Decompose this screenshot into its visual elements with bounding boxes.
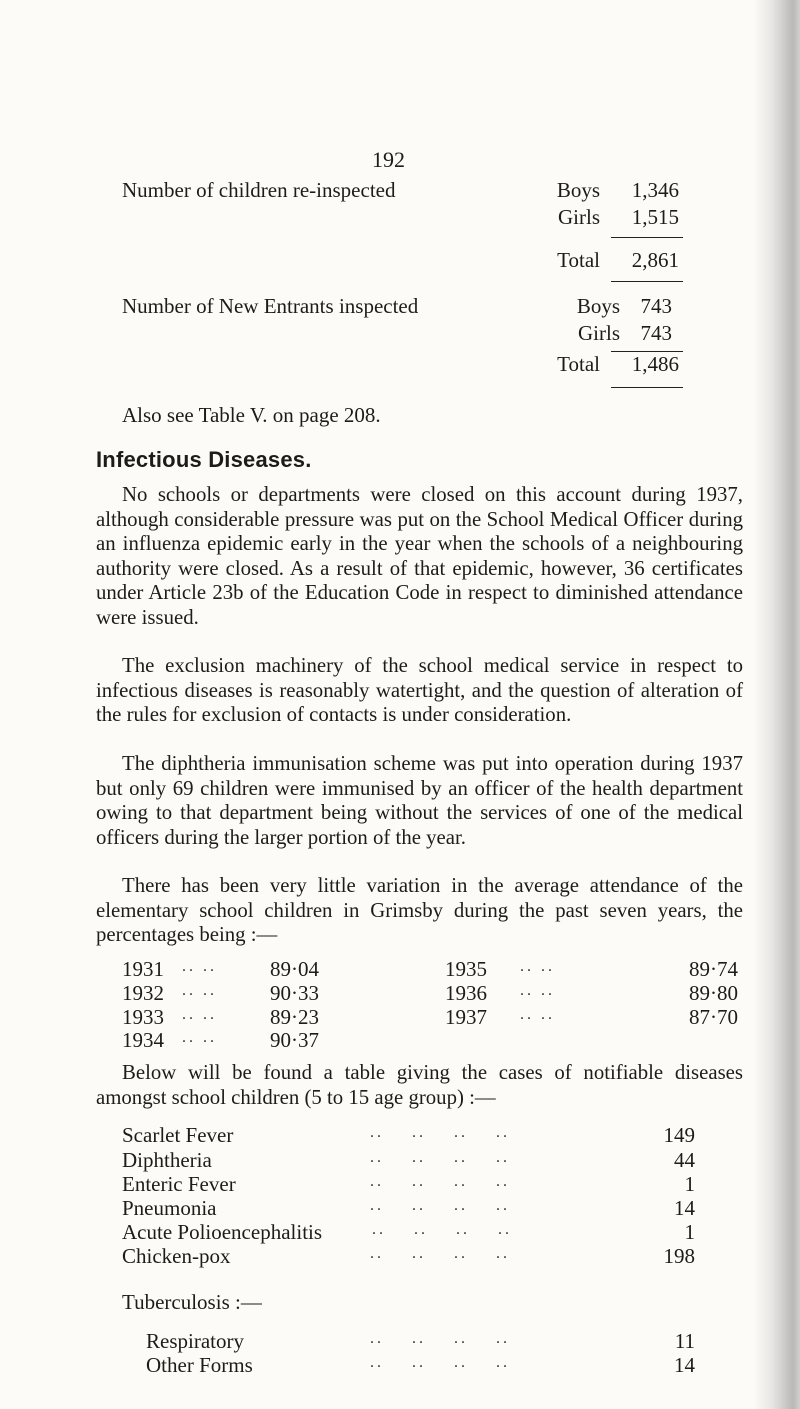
- paragraph-1: No schools or departments were closed on this account during 1937, although considerable pressure was put on the School Medical Officer during an influenza epidemic early in the year when the schools of a neighbouring authority were closed. As a result of that epidemic, however, 36 certificates under Article 23b of the Education Code in respect to diminished attendance were issued.: [96, 483, 743, 629]
- attendance-pct: 87·70: [689, 1005, 738, 1029]
- leader-dots: .. ..: [182, 1029, 217, 1046]
- leader-dots: .. .. .. ..: [370, 1197, 510, 1214]
- attendance-year: 1937: [445, 1005, 487, 1029]
- leader-dots: .. ..: [182, 982, 217, 999]
- leader-dots: .. .. .. ..: [370, 1245, 510, 1262]
- attendance-year: 1935: [445, 957, 487, 981]
- reinspected-girls-label: Girls: [558, 205, 600, 229]
- reinspected-girls-value: 1,515: [631, 205, 679, 229]
- disease-count: 149: [663, 1123, 695, 1147]
- leader-dots: .. ..: [182, 1006, 217, 1023]
- page-edge-shadow: [754, 0, 800, 1409]
- new-entrants-total-value: 1,486: [631, 352, 679, 376]
- leader-dots: .. ..: [520, 982, 555, 999]
- reinspected-boys-value: 1,346: [631, 178, 679, 202]
- paragraph-5: Below will be found a table giving the cases of notifiable diseases amongst school children (5 to 15 age group) :—: [96, 1061, 743, 1109]
- disease-name: Scarlet Fever: [122, 1123, 234, 1147]
- leader-dots: .. ..: [520, 958, 555, 975]
- disease-count: 14: [674, 1196, 695, 1220]
- tuberculosis-item-name: Respiratory: [146, 1329, 244, 1353]
- disease-name: Enteric Fever: [122, 1172, 236, 1196]
- see-also-note: Also see Table V. on page 208.: [122, 403, 381, 427]
- tuberculosis-item-count: 11: [674, 1329, 695, 1353]
- leader-dots: .. ..: [182, 958, 217, 975]
- leader-dots: .. .. .. ..: [370, 1124, 510, 1141]
- attendance-pct: 90·33: [270, 981, 319, 1005]
- reinspected-total-value: 2,861: [631, 248, 679, 272]
- new-entrants-girls-label: Girls: [578, 321, 620, 345]
- new-entrants-label: Number of New Entrants inspected: [122, 294, 419, 318]
- paragraph-2: The exclusion machinery of the school medical service in respect to infectious diseases is reasonably watertight, and the question of alteration of the rules for exclusion of contacts is under consideration.: [96, 654, 743, 726]
- disease-name: Diphtheria: [122, 1148, 212, 1172]
- disease-count: 1: [684, 1220, 695, 1244]
- section-heading: Infectious Diseases.: [96, 447, 312, 472]
- new-entrants-girls-value: 743: [640, 321, 672, 345]
- leader-dots: .. .. .. ..: [370, 1330, 510, 1347]
- leader-dots: .. .. .. ..: [372, 1221, 512, 1238]
- disease-count: 198: [663, 1244, 695, 1268]
- leader-dots: .. ..: [520, 1006, 555, 1023]
- reinspected-boys-label: Boys: [556, 178, 600, 202]
- disease-name: Pneumonia: [122, 1196, 217, 1220]
- disease-count: 44: [674, 1148, 695, 1172]
- disease-name: Chicken-pox: [122, 1244, 231, 1268]
- attendance-pct: 89·23: [270, 1005, 319, 1029]
- reinspected-total-label: Total: [557, 248, 600, 272]
- new-entrants-boys-label: Boys: [576, 294, 620, 318]
- new-entrants-total-label: Total: [557, 352, 600, 376]
- new-entrants-total-rule: [611, 387, 683, 388]
- attendance-year: 1933: [122, 1005, 164, 1029]
- leader-dots: .. .. .. ..: [370, 1173, 510, 1190]
- new-entrants-boys-value: 743: [640, 294, 672, 318]
- paragraph-3: The diphtheria immunisation scheme was put into operation during 1937 but only 69 children were immunised by an officer of the health department owing to that department being without the services of one of the medical officers during the larger portion of the year.: [96, 752, 743, 849]
- attendance-year: 1931: [122, 957, 164, 981]
- reinspected-label: Number of children re-inspected: [122, 178, 396, 202]
- disease-name: Acute Polioencephalitis: [122, 1220, 323, 1244]
- attendance-year: 1932: [122, 981, 164, 1005]
- page-number: 192: [372, 147, 405, 172]
- attendance-pct: 89·80: [689, 981, 738, 1005]
- tuberculosis-label: Tuberculosis :—: [122, 1290, 262, 1314]
- tuberculosis-item-count: 14: [674, 1353, 695, 1377]
- leader-dots: .. .. .. ..: [370, 1354, 510, 1371]
- disease-count: 1: [684, 1172, 695, 1196]
- attendance-pct: 89·04: [270, 957, 319, 981]
- paragraph-4: There has been very little variation in the average attendance of the elementary school children in Grimsby during the past seven years, the percentages being :—: [96, 874, 743, 946]
- attendance-year: 1934: [122, 1028, 164, 1052]
- reinspected-subtotal-rule: [611, 237, 683, 238]
- reinspected-total-rule: [611, 281, 683, 282]
- attendance-pct: 90·37: [270, 1028, 319, 1052]
- tuberculosis-item-name: Other Forms: [146, 1353, 253, 1377]
- leader-dots: .. .. .. ..: [370, 1149, 510, 1166]
- attendance-pct: 89·74: [689, 957, 738, 981]
- attendance-year: 1936: [445, 981, 487, 1005]
